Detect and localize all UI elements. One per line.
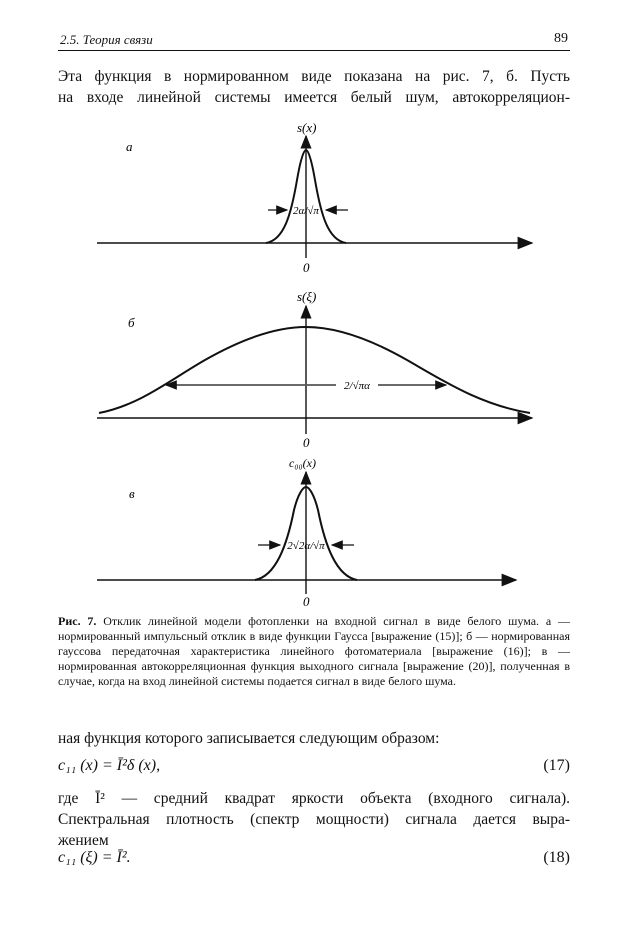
panel-a-ylabel: s(x) (297, 120, 317, 135)
panel-c-letter: в (129, 486, 135, 501)
paragraph-2-line-3: жением (58, 832, 109, 849)
intro-line-2: на входе линейной системы имеется белый шум, автокорреляцион- (58, 89, 570, 106)
caption-text: Отклик линейной модели фотопленки на входной сигнал в виде белого шума. а — нормированный импульсный отклик в виде функции Гаусса [выражение (15)]; б — нормированная гауссова передаточная характеристика линейного фотоматериала [выражение (16)]; в — нормированная автокорреляционная функция выходного сигнала [выражение (20)], полученная в случае, когда на вход линейной системы подается сигнал в виде белого шума. (58, 614, 571, 688)
panel-b (97, 289, 532, 450)
paragraph-2-line-1: где Ī² — средний квадрат яркости объекта (входного сигнала). (58, 790, 570, 807)
equation-17-number: (17) (543, 757, 570, 774)
equation-17-formula: c₁₁ (x) = Ī²δ (x), (58, 757, 161, 774)
panel-a (97, 120, 532, 275)
panel-a-letter: а (126, 139, 133, 154)
panel-c-origin: 0 (303, 594, 310, 609)
panel-b-letter: б (128, 315, 135, 330)
intro-line-1: Эта функция в нормированном виде показана на рис. 7, б. Пусть (58, 68, 570, 85)
panel-c-width-label: 2√2α/√π (287, 540, 325, 552)
panel-b-ylabel: s(ξ) (297, 289, 317, 304)
figure-caption (58, 614, 570, 689)
panel-b-width-label: 2/√πα (344, 380, 370, 392)
panel-a-width-label: 2α/√π (293, 205, 319, 217)
panel-c (97, 456, 516, 609)
panel-a-origin: 0 (303, 260, 310, 275)
text-after-line-1: ная функция которого записывается следующим образом: (58, 730, 440, 747)
caption-label: Рис. 7. (58, 614, 97, 628)
equation-18 (58, 849, 570, 867)
equation-17 (58, 757, 570, 775)
panel-b-origin: 0 (303, 435, 310, 450)
page-number: 89 (554, 31, 568, 46)
equation-18-number: (18) (543, 849, 570, 866)
panel-b-gaussian-curve (99, 327, 530, 413)
paragraph-2-line-2: Спектральная плотность (спектр мощности) сигнала дается выра- (58, 811, 570, 828)
panel-c-ylabel: c₀₀(x) (289, 456, 316, 470)
equation-18-formula: c₁₁ (ξ) = Ī². (58, 849, 131, 866)
section-title: 2.5. Теория связи (60, 32, 153, 47)
